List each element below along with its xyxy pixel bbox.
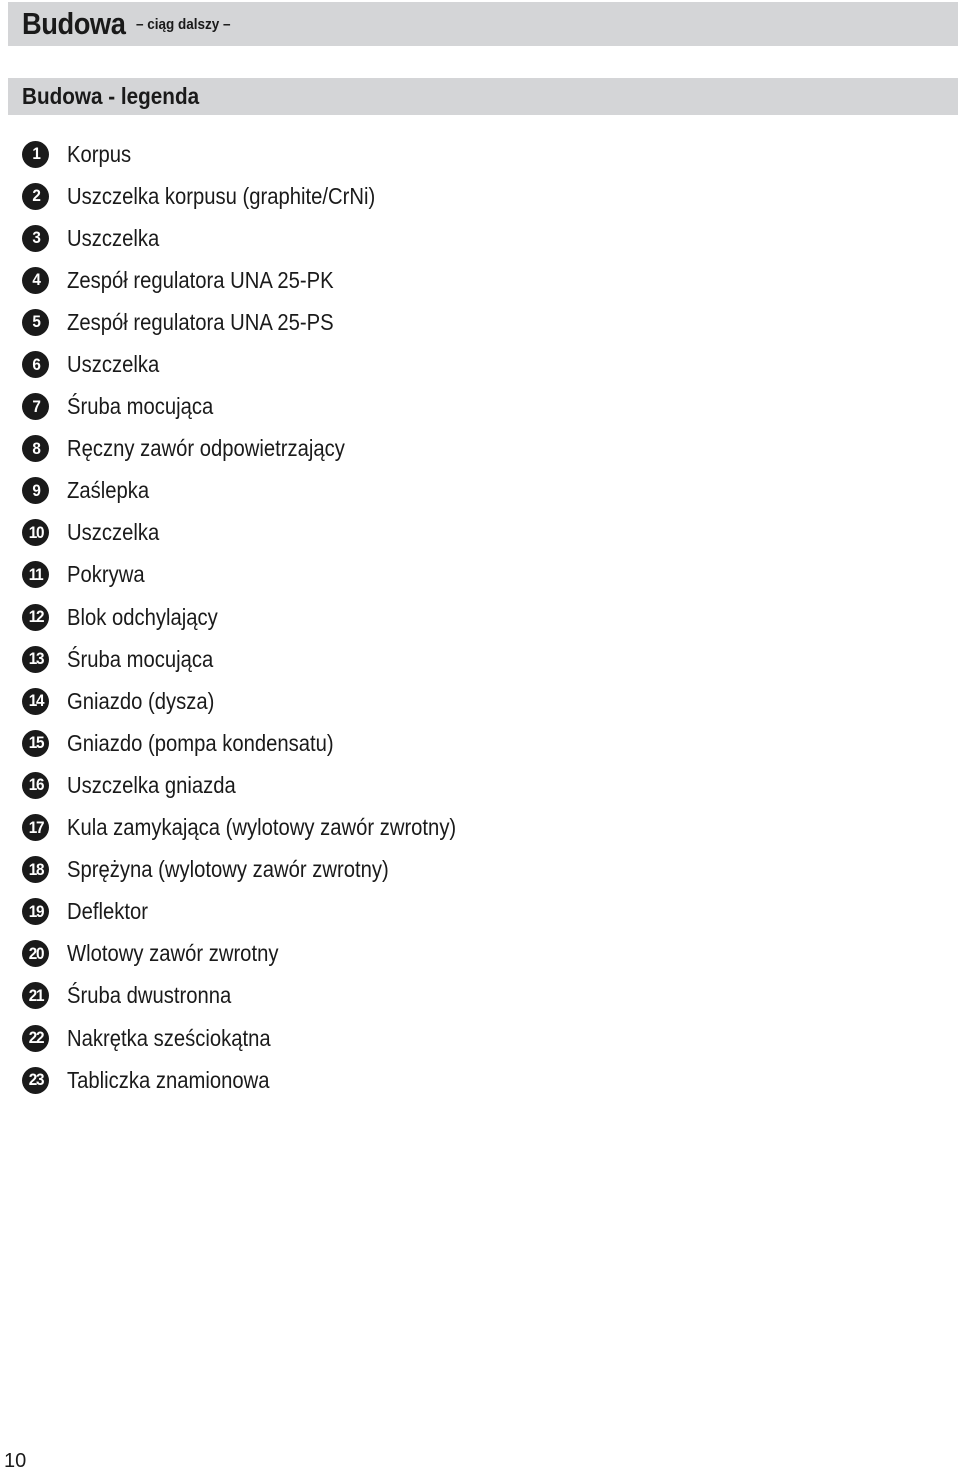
legend-item (22, 975, 509, 1017)
legend-text: Korpus (67, 140, 132, 167)
legend-item (22, 1017, 509, 1059)
legend-number: 20 (28, 943, 43, 963)
legend-item (22, 638, 509, 680)
legend-text: Pokrywa (67, 561, 145, 588)
legend-number: 5 (31, 312, 40, 332)
legend-text: Gniazdo (pompa kondensatu) (67, 729, 334, 756)
legend-number-badge (22, 267, 49, 294)
legend-text: Wlotowy zawór zwrotny (67, 940, 279, 967)
legend-text: Blok odchylający (67, 603, 218, 630)
legend-text: Zespół regulatora UNA 25-PK (67, 266, 334, 293)
legend-text: Gniazdo (dysza) (67, 687, 215, 714)
legend-item (22, 175, 509, 217)
legend-number-badge (22, 982, 49, 1009)
legend-number: 10 (28, 522, 43, 542)
legend-item (22, 849, 509, 891)
legend-number: 13 (28, 649, 43, 669)
legend-number: 16 (28, 775, 43, 795)
legend-item (22, 807, 509, 849)
legend-item (22, 217, 509, 259)
page-title: Budowa (22, 6, 126, 41)
page-number: 10 (4, 1450, 27, 1472)
legend-text: Uszczelka (67, 519, 160, 546)
legend-number-badge (22, 772, 49, 799)
legend-item (22, 596, 509, 638)
legend-number-badge (22, 688, 49, 715)
legend-number: 3 (31, 228, 40, 248)
legend-text: Uszczelka (67, 224, 160, 251)
legend-item (22, 428, 509, 470)
legend-text: Uszczelka gniazda (67, 771, 236, 798)
legend-item (22, 891, 509, 933)
legend-number: 17 (28, 817, 43, 837)
legend-item (22, 680, 509, 722)
legend-number: 21 (28, 985, 43, 1005)
legend-number-badge (22, 856, 49, 883)
legend-number-badge (22, 561, 49, 588)
legend-item (22, 512, 509, 554)
legend-item (22, 1059, 509, 1101)
legend-number: 15 (28, 733, 43, 753)
legend-number: 6 (31, 354, 40, 374)
legend-number: 19 (28, 901, 43, 921)
legend-number-badge (22, 730, 49, 757)
legend-number-badge (22, 519, 49, 546)
legend-number: 7 (31, 396, 40, 416)
page-header (8, 2, 958, 46)
legend-number: 2 (31, 186, 40, 206)
legend-number: 23 (28, 1070, 43, 1090)
legend-number: 1 (31, 144, 40, 164)
legend-number: 11 (28, 564, 43, 584)
legend-number: 8 (31, 438, 40, 458)
legend-number-badge (22, 814, 49, 841)
legend-item (22, 133, 509, 175)
legend-number: 12 (28, 607, 43, 627)
legend-text: Deflektor (67, 898, 149, 925)
legend-item (22, 554, 509, 596)
legend-text: Zespół regulatora UNA 25-PS (67, 308, 334, 335)
legend-item (22, 301, 509, 343)
legend-number-badge (22, 604, 49, 631)
legend-text: Śruba mocująca (67, 645, 214, 672)
legend-text: Kula zamykająca (wylotowy zawór zwrotny) (67, 814, 457, 841)
legend-number-badge (22, 1025, 49, 1052)
legend-number-badge (22, 309, 49, 336)
legend-item (22, 470, 509, 512)
section-header (8, 78, 958, 115)
legend-number-badge (22, 940, 49, 967)
section-title: Budowa - legenda (22, 83, 200, 109)
legend-text: Nakrętka sześciokątna (67, 1024, 271, 1051)
legend-text: Uszczelka (67, 351, 160, 378)
legend-text: Ręczny zawór odpowietrzający (67, 435, 345, 462)
legend-list (22, 133, 509, 1101)
legend-item (22, 386, 509, 428)
legend-number-badge (22, 141, 49, 168)
legend-text: Śruba mocująca (67, 393, 214, 420)
legend-number-badge (22, 898, 49, 925)
legend-number: 9 (31, 480, 40, 500)
legend-item (22, 259, 509, 301)
legend-item (22, 343, 509, 385)
legend-number-badge (22, 393, 49, 420)
legend-number: 22 (28, 1028, 43, 1048)
legend-number-badge (22, 477, 49, 504)
legend-text: Zaślepka (67, 477, 150, 504)
legend-number-badge (22, 646, 49, 673)
page-subtitle: – ciąg dalszy – (135, 15, 231, 33)
legend-item (22, 764, 509, 806)
legend-number: 18 (28, 859, 43, 879)
legend-number-badge (22, 183, 49, 210)
legend-number: 14 (28, 691, 43, 711)
legend-number-badge (22, 225, 49, 252)
legend-text: Sprężyna (wylotowy zawór zwrotny) (67, 856, 389, 883)
legend-number: 4 (31, 270, 40, 290)
legend-number-badge (22, 351, 49, 378)
legend-text: Śruba dwustronna (67, 982, 232, 1009)
legend-number-badge (22, 1067, 49, 1094)
legend-item (22, 933, 509, 975)
legend-text: Uszczelka korpusu (graphite/CrNi) (67, 182, 376, 209)
legend-number-badge (22, 435, 49, 462)
legend-item (22, 722, 509, 764)
legend-text: Tabliczka znamionowa (67, 1066, 270, 1093)
